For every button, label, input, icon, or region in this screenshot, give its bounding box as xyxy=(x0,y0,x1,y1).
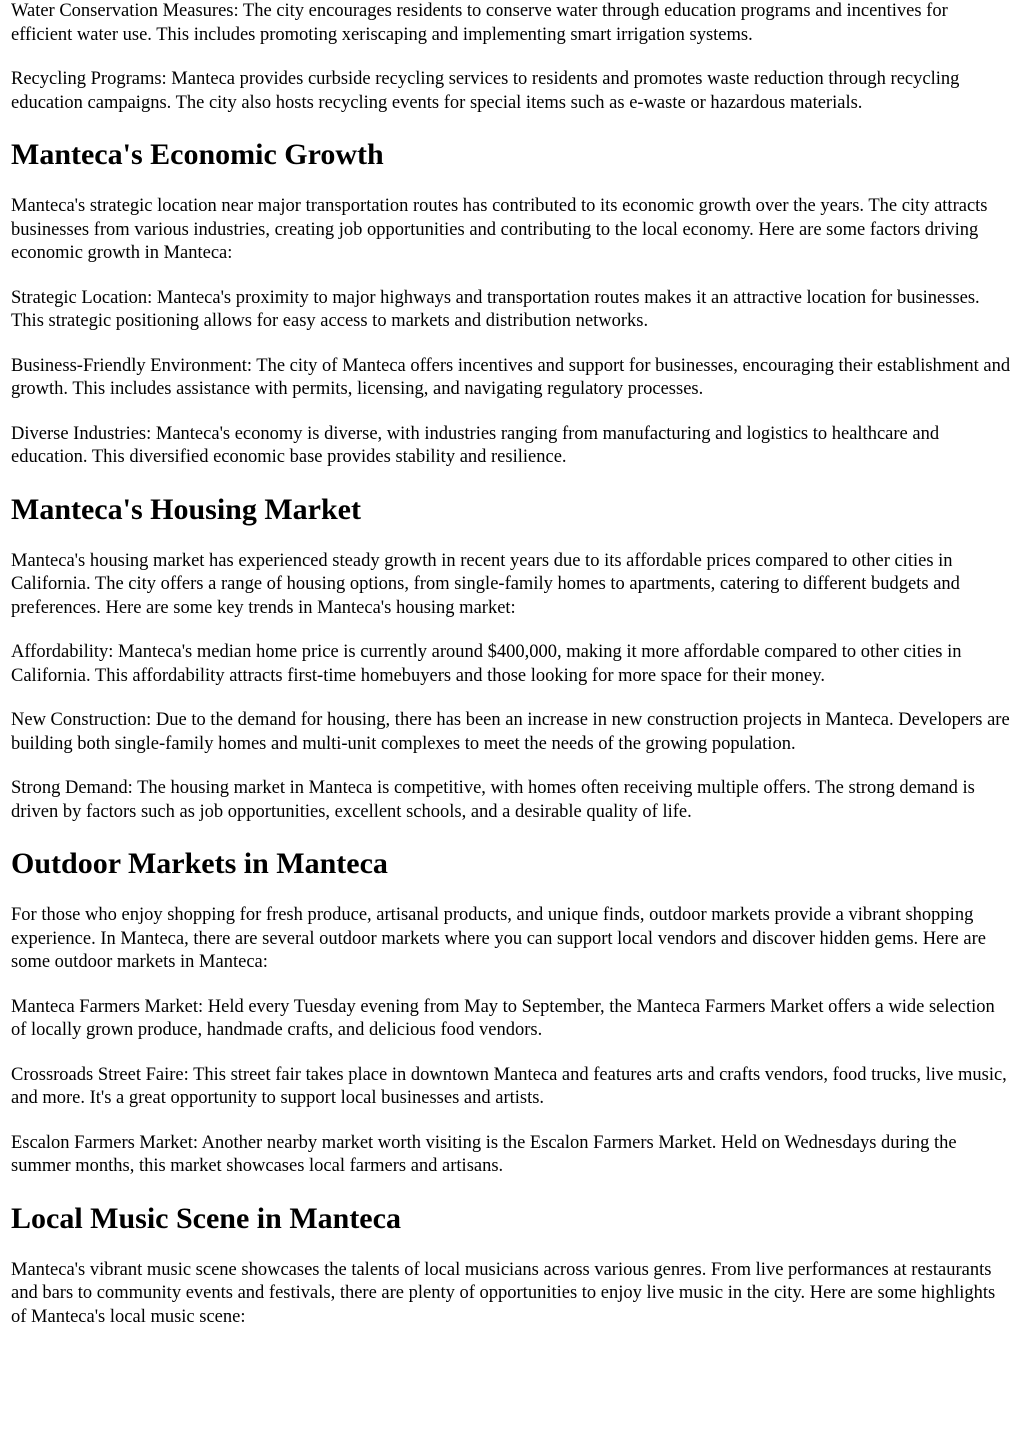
paragraph-diverse-industries: Diverse Industries: Manteca's economy is diverse, with industries ranging from manufacturing and logistics to healthcare and education. This diversified economic base provides stability and resilience. xyxy=(11,423,940,467)
heading-local-music-scene: Local Music Scene in Manteca xyxy=(11,1201,401,1235)
paragraph-music-intro: Manteca's vibrant music scene showcases the talents of local musicians across various genres. From live performances at restaurants and bars to community events and festivals, there are plenty of opportunities to enjoy live music in the city. Here are some highlights of Manteca's local music scene: xyxy=(11,1259,996,1327)
paragraph-new-construction: New Construction: Due to the demand for housing, there has been an increase in new construction projects in Manteca. Developers are building both single-family homes and multi-unit complexes to meet the needs of the growing population. xyxy=(11,710,1010,754)
paragraph-crossroads-street-faire: Crossroads Street Faire: This street fair takes place in downtown Manteca and features arts and crafts vendors, food trucks, live music, and more. It's a great opportunity to support local businesses and artists. xyxy=(11,1064,1007,1108)
paragraph-water-conservation: Water Conservation Measures: The city encourages residents to conserve water through education programs and incentives for efficient water use. This includes promoting xeriscaping and implementing smart irrigation systems. xyxy=(11,1,948,45)
heading-outdoor-markets: Outdoor Markets in Manteca xyxy=(11,847,388,880)
paragraph-housing-intro: Manteca's housing market has experienced steady growth in recent years due to its affordable prices compared to other cities in California. The city offers a range of housing options, from single-family homes to apartments, catering to different budgets and preferences. Here are some key trends in Manteca's housing market: xyxy=(11,550,960,618)
paragraph-recycling-programs: Recycling Programs: Manteca provides curbside recycling services to residents and promotes waste reduction through recycling education campaigns. The city also hosts recycling events for special items such as e-waste or hazardous materials. xyxy=(11,69,960,113)
paragraph-escalon-farmers-market: Escalon Farmers Market: Another nearby market worth visiting is the Escalon Farmers Market. Held on Wednesdays during the summer months, this market showcases local farmers and artisans. xyxy=(11,1132,957,1176)
paragraph-manteca-farmers-market: Manteca Farmers Market: Held every Tuesday evening from May to September, the Manteca Farmers Market offers a wide selection of locally grown produce, handmade crafts, and delicious food vendors. xyxy=(11,996,995,1040)
heading-housing-market: Manteca's Housing Market xyxy=(11,492,361,526)
paragraph-strategic-location: Strategic Location: Manteca's proximity to major highways and transportation routes makes it an attractive location for businesses. This strategic positioning allows for easy access to markets and distribution networks. xyxy=(11,287,980,331)
paragraph-markets-intro: For those who enjoy shopping for fresh produce, artisanal products, and unique finds, outdoor markets provide a vibrant shopping experience. In Manteca, there are several outdoor markets where you can support local vendors and discover hidden gems. Here are some outdoor markets in Manteca: xyxy=(11,905,986,972)
paragraph-business-friendly: Business-Friendly Environment: The city of Manteca offers incentives and support for businesses, encouraging their establishment and growth. This includes assistance with permits, licensing, and navigating regulatory processes. xyxy=(11,355,1011,399)
heading-economic-growth: Manteca's Economic Growth xyxy=(11,138,384,171)
paragraph-strong-demand: Strong Demand: The housing market in Manteca is competitive, with homes often receiving multiple offers. The strong demand is driven by factors such as job opportunities, excellent schools, and a desirable quality of life. xyxy=(11,778,975,822)
paragraph-economic-intro: Manteca's strategic location near major transportation routes has contributed to its economic growth over the years. The city attracts businesses from various industries, creating job opportunities and contributing to the local economy. Here are some factors driving economic growth in Manteca: xyxy=(11,196,988,263)
paragraph-affordability: Affordability: Manteca's median home price is currently around $400,000, making it more affordable compared to other cities in California. This affordability attracts first-time homebuyers and those looking for more space for their money. xyxy=(11,642,962,686)
